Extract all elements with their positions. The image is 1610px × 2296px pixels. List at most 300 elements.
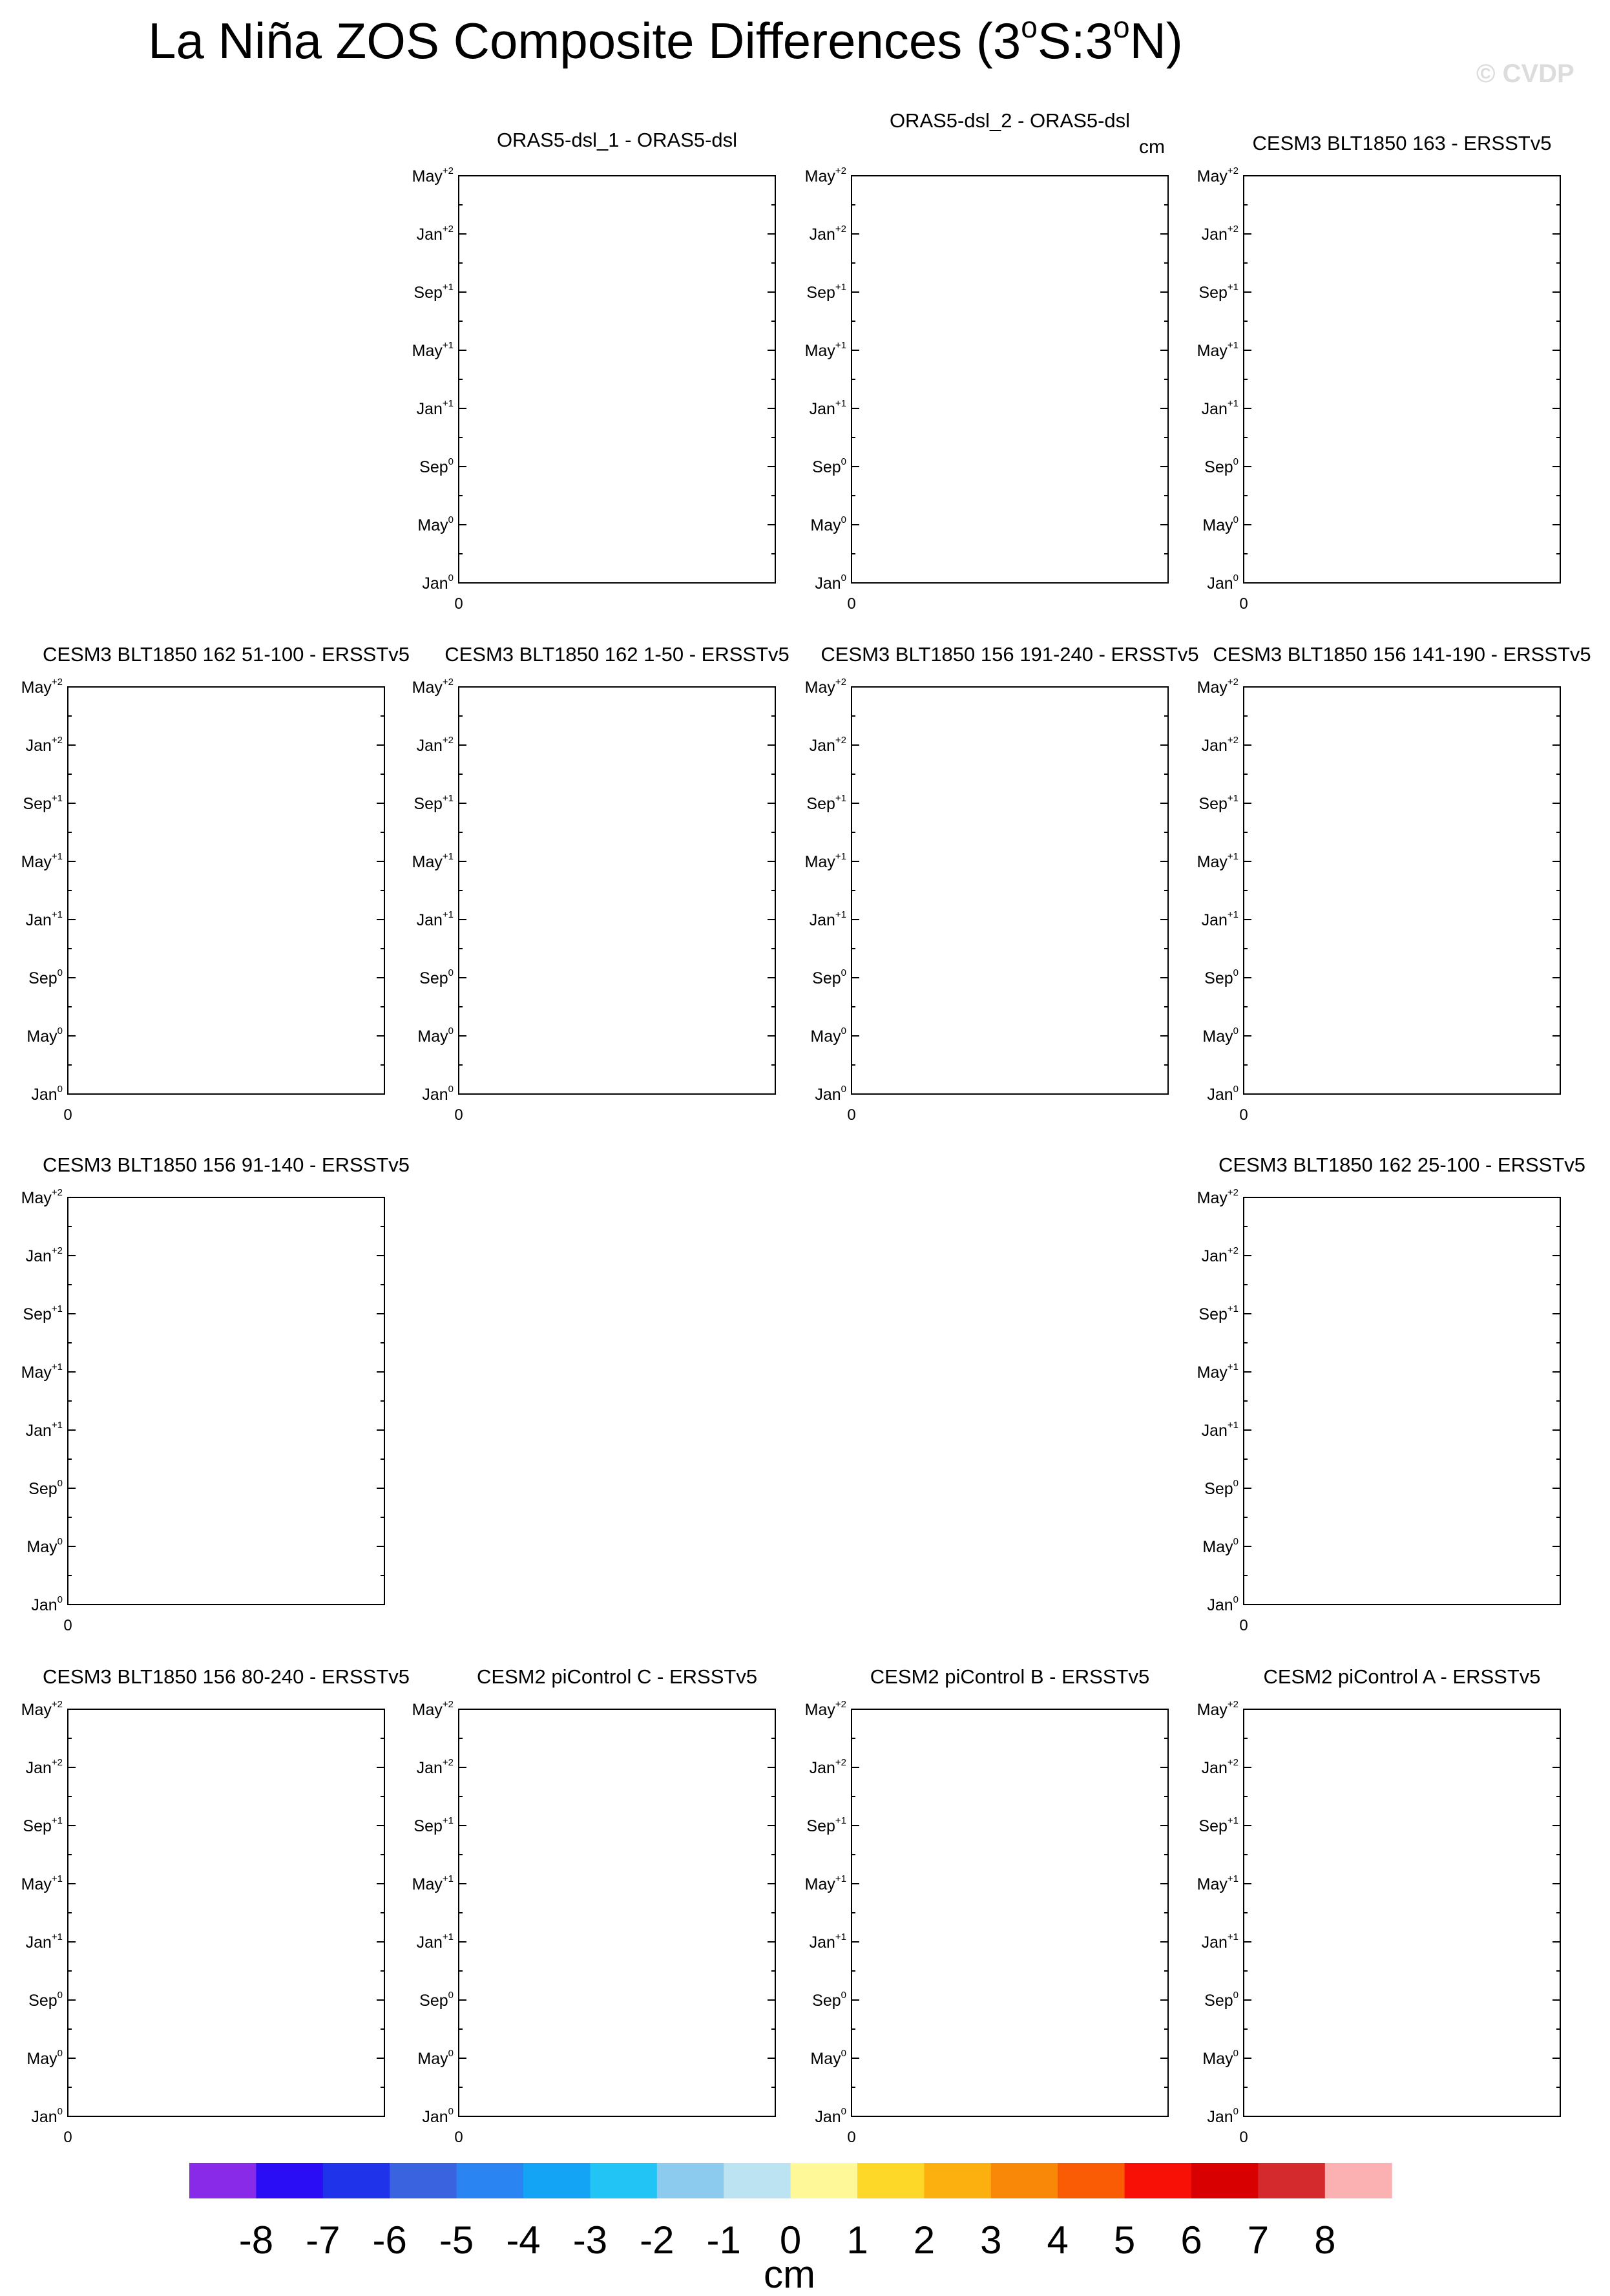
watermark: © CVDP bbox=[1476, 59, 1574, 88]
panel-9-ytick-label bbox=[21, 1873, 63, 1893]
panel-5-ytick-label bbox=[810, 909, 846, 929]
ytick-month: Jan bbox=[31, 1086, 58, 1104]
ytick-year-offset: 0 bbox=[448, 456, 454, 467]
panel-6-ytick-label bbox=[1197, 677, 1239, 697]
colorbar-tick-label: 0 bbox=[779, 2218, 802, 2262]
ytick-month: Jan bbox=[25, 1759, 52, 1777]
ytick-month: May bbox=[804, 1875, 835, 1893]
colorbar-swatch bbox=[924, 2163, 991, 2198]
panel-4-title: CESM3 BLT1850 162 1-50 - ERSSTv5 bbox=[444, 643, 789, 666]
panel-2-ytick-label bbox=[1202, 224, 1239, 244]
ytick-year-offset: +2 bbox=[1227, 224, 1239, 235]
ytick-month: Sep bbox=[806, 284, 835, 302]
ytick-year-offset: +1 bbox=[835, 851, 846, 862]
colorbar-swatch bbox=[1191, 2163, 1259, 2198]
ytick-year-offset: +1 bbox=[1227, 909, 1239, 920]
panel-1-ytick-label bbox=[810, 514, 846, 534]
ytick-year-offset: +2 bbox=[51, 677, 63, 688]
ytick-year-offset: +1 bbox=[51, 793, 63, 804]
ytick-month: Jan bbox=[1201, 400, 1228, 418]
panel-6-xtick-label: 0 bbox=[1239, 1106, 1248, 1124]
ytick-month: Sep bbox=[1204, 969, 1233, 987]
ytick-month: May bbox=[21, 679, 52, 697]
panel-8-ytick-label bbox=[1202, 1536, 1239, 1556]
panel-5-title: CESM3 BLT1850 156 191-240 - ERSSTv5 bbox=[821, 643, 1199, 666]
ytick-month: May bbox=[1197, 167, 1228, 185]
panel-0-ytick-label bbox=[412, 340, 454, 360]
panel-10-ytick-label bbox=[412, 1873, 454, 1893]
panel-12-ytick-label bbox=[1207, 2106, 1239, 2126]
ytick-month: Sep bbox=[413, 1817, 443, 1835]
ytick-month: May bbox=[810, 516, 841, 534]
ytick-month: Jan bbox=[416, 1933, 443, 1952]
ytick-year-offset: +1 bbox=[1227, 1873, 1239, 1884]
ytick-year-offset: +1 bbox=[1227, 1303, 1239, 1314]
ytick-month: May bbox=[21, 1364, 52, 1382]
ytick-month: Sep bbox=[28, 1992, 58, 2010]
colorbar-swatch bbox=[724, 2163, 791, 2198]
colorbar-tick-label: -6 bbox=[372, 2218, 407, 2262]
panel-1-ytick-label bbox=[810, 398, 846, 418]
ytick-year-offset: +1 bbox=[442, 282, 454, 293]
ytick-month: Sep bbox=[28, 1480, 58, 1498]
ytick-year-offset: 0 bbox=[1233, 967, 1239, 978]
ytick-month: Jan bbox=[809, 1933, 835, 1952]
ytick-year-offset: 0 bbox=[1233, 573, 1239, 584]
ytick-month: Jan bbox=[815, 1086, 841, 1104]
panel-12-ytick-label bbox=[1204, 1990, 1239, 2010]
ytick-month: May bbox=[417, 2050, 448, 2068]
ytick-month: Jan bbox=[809, 400, 835, 418]
ytick-month: Jan bbox=[422, 2108, 448, 2126]
panel-2-xtick-label: 0 bbox=[1239, 595, 1248, 613]
ytick-month: Jan bbox=[25, 1422, 52, 1440]
panel-4-ytick-label bbox=[417, 909, 454, 929]
panel-4-ytick-label bbox=[412, 677, 454, 697]
panel-11-ytick-label bbox=[805, 1873, 846, 1893]
colorbar-swatch bbox=[991, 2163, 1058, 2198]
colorbar-tick-label: 6 bbox=[1180, 2218, 1202, 2262]
ytick-month: May bbox=[26, 1538, 58, 1556]
panel-12-ytick-label bbox=[1198, 1815, 1239, 1835]
panel-5-ytick-label bbox=[805, 851, 846, 871]
panel-2-ytick-label bbox=[1197, 165, 1239, 185]
ytick-month: May bbox=[412, 342, 443, 360]
ytick-month: Sep bbox=[1198, 1817, 1228, 1835]
ytick-year-offset: +2 bbox=[442, 735, 454, 746]
ytick-year-offset: +2 bbox=[442, 224, 454, 235]
ytick-year-offset: +1 bbox=[51, 1362, 63, 1373]
ytick-year-offset: +2 bbox=[835, 224, 846, 235]
ytick-year-offset: 0 bbox=[57, 1990, 63, 2001]
ytick-month: May bbox=[1197, 1701, 1228, 1719]
ytick-month: May bbox=[412, 853, 443, 871]
panel-4-xtick-label: 0 bbox=[454, 1106, 463, 1124]
ytick-month: May bbox=[804, 1701, 835, 1719]
panel-3-xtick-label: 0 bbox=[63, 1106, 72, 1124]
colorbar-swatch bbox=[323, 2163, 390, 2198]
panel-1-ytick-label bbox=[812, 456, 846, 476]
ytick-year-offset: +1 bbox=[835, 1932, 846, 1943]
panel-10-ytick-label bbox=[413, 1815, 454, 1835]
panel-6-ytick-label bbox=[1204, 967, 1239, 987]
ytick-year-offset: +1 bbox=[835, 793, 846, 804]
ytick-year-offset: 0 bbox=[448, 2106, 454, 2117]
ytick-year-offset: +1 bbox=[442, 1873, 454, 1884]
ytick-month: Jan bbox=[815, 2108, 841, 2126]
ytick-month: Jan bbox=[1201, 1933, 1228, 1952]
ytick-month: Jan bbox=[1201, 1759, 1228, 1777]
ytick-month: May bbox=[1202, 516, 1233, 534]
panel-8-ytick-label bbox=[1204, 1478, 1239, 1498]
ytick-year-offset: +1 bbox=[442, 1815, 454, 1826]
ytick-year-offset: +2 bbox=[1227, 165, 1239, 176]
panel-2-ytick-label bbox=[1197, 340, 1239, 360]
ytick-year-offset: +2 bbox=[835, 1699, 846, 1710]
ytick-month: Jan bbox=[1201, 1422, 1228, 1440]
ytick-month: May bbox=[26, 1027, 58, 1046]
ytick-year-offset: +1 bbox=[51, 1932, 63, 1943]
panel-0-ytick-label bbox=[412, 165, 454, 185]
panel-11-xtick-label: 0 bbox=[847, 2129, 856, 2146]
ytick-month: May bbox=[21, 1701, 52, 1719]
ytick-month: May bbox=[804, 853, 835, 871]
ytick-month: Jan bbox=[1207, 2108, 1233, 2126]
ytick-year-offset: 0 bbox=[841, 514, 846, 525]
panel-5-ytick-label bbox=[810, 1026, 846, 1046]
ytick-year-offset: +2 bbox=[1227, 1187, 1239, 1198]
colorbar-swatch bbox=[1325, 2163, 1392, 2198]
ytick-year-offset: 0 bbox=[1233, 1536, 1239, 1547]
panel-1-ytick-label bbox=[815, 573, 846, 593]
ytick-month: May bbox=[804, 342, 835, 360]
ytick-year-offset: +2 bbox=[51, 1187, 63, 1198]
colorbar-swatch bbox=[256, 2163, 323, 2198]
ytick-year-offset: 0 bbox=[1233, 1026, 1239, 1037]
ytick-month: Sep bbox=[1198, 795, 1228, 813]
panel-1-ytick-label bbox=[805, 165, 846, 185]
panel-3-plot-frame bbox=[68, 687, 384, 1094]
ytick-year-offset: +2 bbox=[51, 1699, 63, 1710]
panel-9-xtick-label: 0 bbox=[63, 2129, 72, 2146]
colorbar-tick-label: -4 bbox=[506, 2218, 541, 2262]
ytick-year-offset: +1 bbox=[442, 340, 454, 351]
panel-12-ytick-label bbox=[1202, 2048, 1239, 2068]
ytick-year-offset: 0 bbox=[448, 514, 454, 525]
ytick-month: May bbox=[412, 679, 443, 697]
ytick-year-offset: 0 bbox=[57, 967, 63, 978]
panel-8-ytick-label bbox=[1198, 1303, 1239, 1323]
colorbar-swatch bbox=[523, 2163, 591, 2198]
colorbar-swatch bbox=[590, 2163, 657, 2198]
panel-12-ytick-label bbox=[1202, 1757, 1239, 1777]
ytick-year-offset: +1 bbox=[835, 909, 846, 920]
panel-4-ytick-label bbox=[422, 1084, 454, 1104]
colorbar-unit-label: cm bbox=[764, 2253, 815, 2296]
panel-1-unit-label: cm bbox=[1139, 136, 1165, 158]
colorbar-swatch bbox=[1125, 2163, 1192, 2198]
panel-10-ytick-label bbox=[419, 1990, 454, 2010]
ytick-year-offset: +2 bbox=[1227, 677, 1239, 688]
panel-1-ytick-label bbox=[810, 224, 846, 244]
ytick-month: May bbox=[1202, 1538, 1233, 1556]
ytick-year-offset: +1 bbox=[51, 851, 63, 862]
colorbar-tick-label: -5 bbox=[439, 2218, 474, 2262]
panel-7-ytick-label bbox=[26, 1536, 63, 1556]
panel-0-ytick-label bbox=[413, 282, 454, 302]
panel-4-plot-frame bbox=[459, 687, 775, 1094]
panel-0-ytick-label bbox=[422, 573, 454, 593]
ytick-month: Jan bbox=[416, 737, 443, 755]
ytick-year-offset: 0 bbox=[841, 1026, 846, 1037]
ytick-month: Jan bbox=[416, 911, 443, 929]
ytick-month: Sep bbox=[28, 969, 58, 987]
panel-4-ytick-label bbox=[417, 735, 454, 755]
ytick-month: May bbox=[1197, 853, 1228, 871]
panel-6-ytick-label bbox=[1207, 1084, 1239, 1104]
ytick-year-offset: +1 bbox=[835, 398, 846, 409]
panel-11-ytick-label bbox=[815, 2106, 846, 2126]
ytick-year-offset: 0 bbox=[57, 2106, 63, 2117]
panel-8-xtick-label: 0 bbox=[1239, 1617, 1248, 1634]
ytick-month: May bbox=[417, 1027, 448, 1046]
ytick-year-offset: +2 bbox=[442, 165, 454, 176]
ytick-year-offset: +2 bbox=[835, 1757, 846, 1768]
ytick-year-offset: 0 bbox=[57, 2048, 63, 2059]
ytick-month: Jan bbox=[809, 911, 835, 929]
ytick-month: Sep bbox=[23, 795, 52, 813]
ytick-month: May bbox=[1197, 1189, 1228, 1207]
ytick-year-offset: 0 bbox=[57, 1084, 63, 1095]
panel-0-ytick-label bbox=[417, 514, 454, 534]
ytick-year-offset: +1 bbox=[1227, 1420, 1239, 1431]
panel-8-ytick-label bbox=[1197, 1362, 1239, 1382]
ytick-month: May bbox=[1197, 1875, 1228, 1893]
panel-3-ytick-label bbox=[21, 677, 63, 697]
panel-9-ytick-label bbox=[21, 1699, 63, 1719]
panel-6-ytick-label bbox=[1197, 851, 1239, 871]
ytick-month: Sep bbox=[419, 969, 448, 987]
ytick-year-offset: 0 bbox=[1233, 1990, 1239, 2001]
ytick-month: May bbox=[21, 1189, 52, 1207]
colorbar-tick-label: 5 bbox=[1113, 2218, 1136, 2262]
ytick-year-offset: +2 bbox=[1227, 1245, 1239, 1256]
panel-8-ytick-label bbox=[1202, 1420, 1239, 1440]
panel-0-xtick-label: 0 bbox=[454, 595, 463, 613]
panel-3-ytick-label bbox=[26, 1026, 63, 1046]
ytick-year-offset: 0 bbox=[841, 2106, 846, 2117]
ytick-month: May bbox=[1202, 2050, 1233, 2068]
ytick-month: Jan bbox=[422, 1086, 448, 1104]
ytick-month: May bbox=[412, 1701, 443, 1719]
ytick-year-offset: 0 bbox=[1233, 514, 1239, 525]
colorbar-tick-label: -3 bbox=[572, 2218, 608, 2262]
panel-7-ytick-label bbox=[31, 1594, 63, 1614]
ytick-year-offset: 0 bbox=[448, 967, 454, 978]
ytick-year-offset: +1 bbox=[1227, 340, 1239, 351]
ytick-month: Jan bbox=[815, 574, 841, 593]
panel-11-ytick-label bbox=[806, 1815, 846, 1835]
ytick-month: May bbox=[1197, 1364, 1228, 1382]
panel-12-xtick-label: 0 bbox=[1239, 2129, 1248, 2146]
colorbar-swatch bbox=[457, 2163, 524, 2198]
panel-5-ytick-label bbox=[806, 793, 846, 813]
ytick-year-offset: +1 bbox=[1227, 1815, 1239, 1826]
panel-4-ytick-label bbox=[419, 967, 454, 987]
panel-6-plot-frame bbox=[1244, 687, 1560, 1094]
ytick-year-offset: +1 bbox=[442, 851, 454, 862]
ytick-year-offset: 0 bbox=[448, 1084, 454, 1095]
panel-1-xtick-label: 0 bbox=[847, 595, 856, 613]
ytick-month: Sep bbox=[1204, 1480, 1233, 1498]
ytick-month: Jan bbox=[1207, 574, 1233, 593]
ytick-year-offset: +1 bbox=[1227, 851, 1239, 862]
panel-8-ytick-label bbox=[1202, 1245, 1239, 1265]
panel-11-ytick-label bbox=[812, 1990, 846, 2010]
ytick-year-offset: +2 bbox=[1227, 735, 1239, 746]
colorbar-tick-label: -2 bbox=[640, 2218, 674, 2262]
ytick-month: Jan bbox=[416, 1759, 443, 1777]
ytick-year-offset: 0 bbox=[841, 573, 846, 584]
ytick-year-offset: +1 bbox=[835, 282, 846, 293]
ytick-year-offset: 0 bbox=[448, 2048, 454, 2059]
ytick-month: Jan bbox=[31, 1596, 58, 1614]
ytick-month: Jan bbox=[1201, 737, 1228, 755]
ytick-month: May bbox=[1197, 679, 1228, 697]
panel-5-ytick-label bbox=[812, 967, 846, 987]
ytick-year-offset: 0 bbox=[1233, 2106, 1239, 2117]
panel-12-plot-frame bbox=[1244, 1709, 1560, 2116]
colorbar-swatch bbox=[189, 2163, 256, 2198]
ytick-year-offset: +2 bbox=[442, 1699, 454, 1710]
panel-2-ytick-label bbox=[1207, 573, 1239, 593]
panel-8-ytick-label bbox=[1197, 1187, 1239, 1207]
title-text-2: S:3 bbox=[1037, 12, 1113, 69]
ytick-month: Sep bbox=[413, 284, 443, 302]
panel-5-plot-frame bbox=[852, 687, 1168, 1094]
panel-9-ytick-label bbox=[31, 2106, 63, 2126]
ytick-month: Sep bbox=[1198, 284, 1228, 302]
ytick-year-offset: +2 bbox=[51, 1245, 63, 1256]
ytick-month: Sep bbox=[413, 795, 443, 813]
ytick-year-offset: +1 bbox=[51, 1873, 63, 1884]
panel-7-xtick-label: 0 bbox=[63, 1617, 72, 1634]
panel-1-ytick-label bbox=[805, 340, 846, 360]
panel-8-plot-frame bbox=[1244, 1197, 1560, 1605]
panel-3-title: CESM3 BLT1850 162 51-100 - ERSSTv5 bbox=[42, 643, 410, 666]
colorbar-swatch bbox=[390, 2163, 457, 2198]
panel-1-title: ORAS5-dsl_2 - ORAS5-dsl bbox=[889, 109, 1131, 132]
ytick-year-offset: +2 bbox=[51, 735, 63, 746]
ytick-month: May bbox=[412, 167, 443, 185]
panel-3-ytick-label bbox=[26, 735, 63, 755]
colorbar-tick-label: 1 bbox=[846, 2218, 868, 2262]
ytick-year-offset: +1 bbox=[51, 909, 63, 920]
ytick-year-offset: +1 bbox=[1227, 398, 1239, 409]
colorbar-tick-label: -8 bbox=[238, 2218, 274, 2262]
ytick-month: Jan bbox=[25, 911, 52, 929]
panel-9-ytick-label bbox=[26, 1757, 63, 1777]
colorbar-tick-label: -1 bbox=[706, 2218, 741, 2262]
panel-10-ytick-label bbox=[412, 1699, 454, 1719]
panel-0-title: ORAS5-dsl_1 - ORAS5-dsl bbox=[496, 129, 738, 151]
panel-9-plot-frame bbox=[68, 1709, 384, 2116]
panel-4-ytick-label bbox=[412, 851, 454, 871]
panel-12-title: CESM2 piControl A - ERSSTv5 bbox=[1263, 1665, 1541, 1688]
ytick-year-offset: +2 bbox=[835, 735, 846, 746]
title-degree-1: o bbox=[1021, 10, 1038, 44]
ytick-month: Jan bbox=[809, 1759, 835, 1777]
colorbar-tick-label: 7 bbox=[1247, 2218, 1270, 2262]
panel-7-title: CESM3 BLT1850 156 91-140 - ERSSTv5 bbox=[42, 1153, 410, 1176]
panel-10-plot-frame bbox=[459, 1709, 775, 2116]
ytick-month: Jan bbox=[809, 226, 835, 244]
panel-5-xtick-label: 0 bbox=[847, 1106, 856, 1124]
colorbar-tick-label: 4 bbox=[1047, 2218, 1069, 2262]
panel-7-ytick-label bbox=[21, 1362, 63, 1382]
ytick-month: Sep bbox=[1198, 1305, 1228, 1323]
ytick-month: Sep bbox=[1204, 1992, 1233, 2010]
ytick-year-offset: +2 bbox=[835, 165, 846, 176]
colorbar-tick-label: 8 bbox=[1314, 2218, 1336, 2262]
ytick-year-offset: 0 bbox=[57, 1478, 63, 1489]
panel-8-ytick-label bbox=[1207, 1594, 1239, 1614]
panel-9-ytick-label bbox=[23, 1815, 63, 1835]
ytick-year-offset: 0 bbox=[1233, 456, 1239, 467]
panel-6-ytick-label bbox=[1202, 1026, 1239, 1046]
panel-9-ytick-label bbox=[26, 2048, 63, 2068]
colorbar-swatch bbox=[857, 2163, 925, 2198]
ytick-month: May bbox=[21, 1875, 52, 1893]
panel-7-ytick-label bbox=[23, 1303, 63, 1323]
ytick-month: Sep bbox=[419, 1992, 448, 2010]
colorbar-swatch bbox=[657, 2163, 724, 2198]
ytick-month: Sep bbox=[806, 1817, 835, 1835]
panel-12-ytick-label bbox=[1197, 1873, 1239, 1893]
colorbar-tick-label: 3 bbox=[980, 2218, 1002, 2262]
ytick-year-offset: +1 bbox=[835, 1815, 846, 1826]
ytick-year-offset: 0 bbox=[1233, 1594, 1239, 1605]
ytick-month: Sep bbox=[812, 969, 841, 987]
panel-7-ytick-label bbox=[28, 1478, 63, 1498]
panel-4-ytick-label bbox=[413, 793, 454, 813]
panel-10-ytick-label bbox=[417, 2048, 454, 2068]
ytick-month: May bbox=[1202, 1027, 1233, 1046]
ytick-month: Jan bbox=[416, 400, 443, 418]
panel-9-ytick-label bbox=[26, 1932, 63, 1952]
ytick-month: May bbox=[26, 2050, 58, 2068]
panel-2-ytick-label bbox=[1198, 282, 1239, 302]
panel-3-ytick-label bbox=[21, 851, 63, 871]
panel-10-ytick-label bbox=[417, 1757, 454, 1777]
panel-8-title: CESM3 BLT1850 162 25-100 - ERSSTv5 bbox=[1218, 1153, 1586, 1176]
ytick-year-offset: +1 bbox=[835, 340, 846, 351]
ytick-month: Sep bbox=[23, 1305, 52, 1323]
ytick-month: May bbox=[21, 853, 52, 871]
panel-9-title: CESM3 BLT1850 156 80-240 - ERSSTv5 bbox=[42, 1665, 410, 1688]
ytick-year-offset: +1 bbox=[442, 1932, 454, 1943]
ytick-year-offset: 0 bbox=[448, 1990, 454, 2001]
ytick-year-offset: +1 bbox=[442, 909, 454, 920]
ytick-month: Jan bbox=[25, 1933, 52, 1952]
ytick-year-offset: 0 bbox=[448, 573, 454, 584]
panel-2-ytick-label bbox=[1202, 514, 1239, 534]
ytick-month: Jan bbox=[25, 737, 52, 755]
panel-2-plot-frame bbox=[1244, 176, 1560, 583]
ytick-month: Jan bbox=[1201, 911, 1228, 929]
panel-6-title: CESM3 BLT1850 156 141-190 - ERSSTv5 bbox=[1213, 643, 1591, 666]
ytick-month: Sep bbox=[812, 458, 841, 476]
